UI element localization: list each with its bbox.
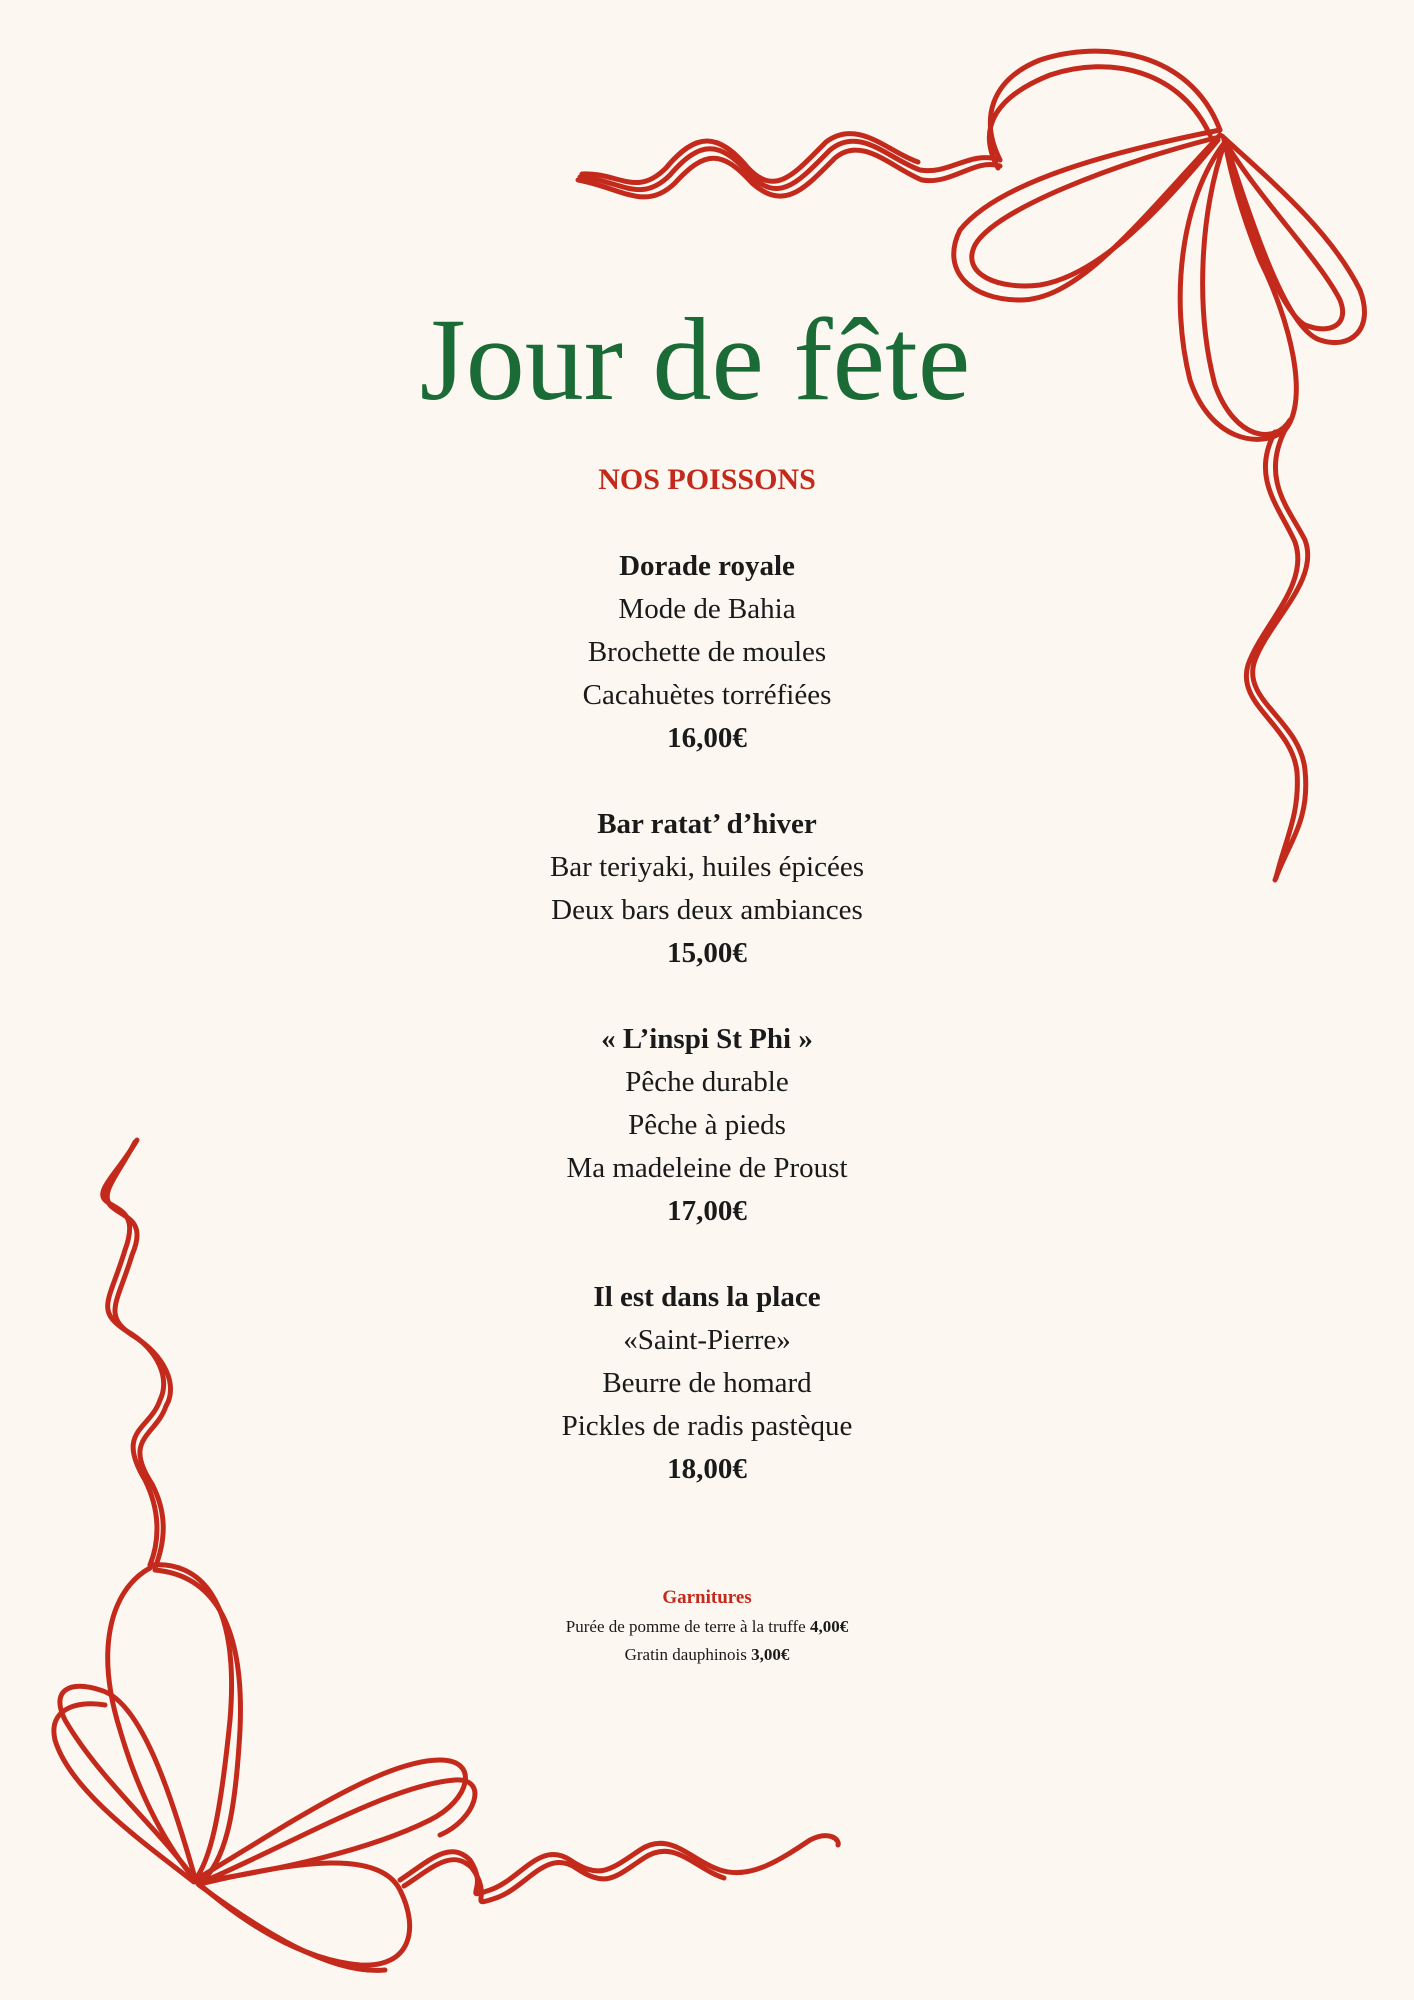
- dish-price: 16,00€: [667, 722, 747, 754]
- garniture-price: 3,00€: [751, 1645, 790, 1664]
- dish-item: [0, 1276, 1414, 1491]
- dish-item: [0, 545, 1414, 760]
- dish-description-line: Pêche à pieds: [628, 1109, 786, 1141]
- dish-description-line: Pickles de radis pastèque: [561, 1410, 853, 1442]
- dish-item: [0, 1018, 1414, 1233]
- dish-description-line: Brochette de moules: [587, 636, 827, 668]
- dish-description-line: Bar teriyaki, huiles épicées: [549, 851, 865, 883]
- section-heading: NOS POISSONS: [598, 463, 816, 496]
- dish-item: [0, 803, 1414, 975]
- dish-name: Dorade royale: [619, 550, 795, 582]
- garniture-label: Gratin dauphinois: [624, 1645, 747, 1664]
- dish-description-line: Deux bars deux ambiances: [551, 894, 863, 926]
- dish-name: « L’inspi St Phi »: [601, 1023, 813, 1055]
- dish-name: Il est dans la place: [593, 1281, 821, 1313]
- garniture-item: [0, 1641, 1414, 1669]
- page-title: Jour de fête: [419, 294, 971, 425]
- garniture-label: Purée de pomme de terre à la truffe: [565, 1617, 806, 1636]
- dish-description-line: Cacahuètes torréfiées: [582, 679, 832, 711]
- dish-description-line: Ma madeleine de Proust: [566, 1152, 848, 1184]
- dish-description-line: Mode de Bahia: [618, 593, 796, 625]
- garniture-item: [0, 1613, 1414, 1641]
- garnitures-section: [0, 1583, 1414, 1669]
- dish-description-line: «Saint-Pierre»: [623, 1324, 791, 1356]
- dish-price: 15,00€: [667, 937, 747, 969]
- dish-list: [0, 545, 1414, 1534]
- dish-price: 18,00€: [667, 1453, 747, 1485]
- dish-description-line: Beurre de homard: [602, 1367, 812, 1399]
- garnitures-heading: Garnitures: [662, 1587, 752, 1608]
- dish-description-line: Pêche durable: [625, 1066, 789, 1098]
- garniture-price: 4,00€: [809, 1617, 849, 1636]
- dish-name: Bar ratat’ d’hiver: [597, 808, 817, 840]
- dish-price: 17,00€: [667, 1195, 747, 1227]
